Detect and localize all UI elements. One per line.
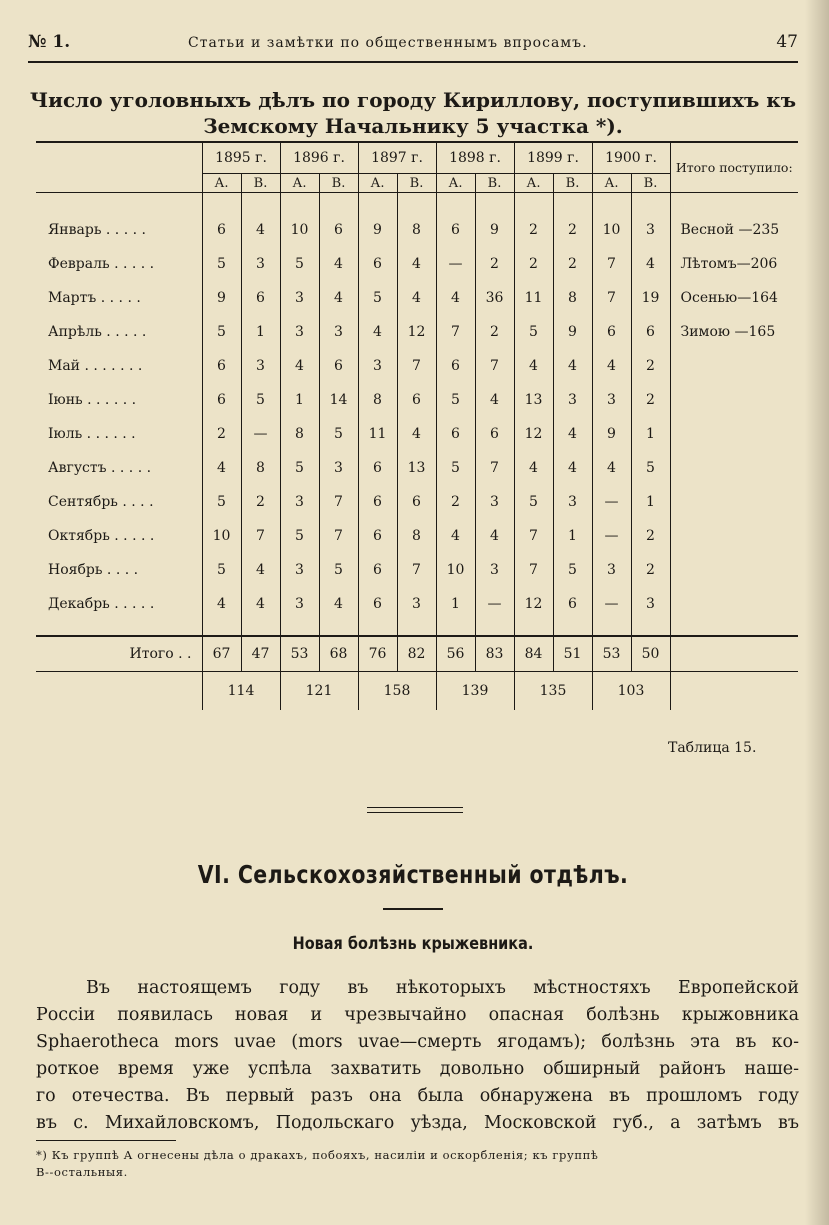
case-count-cell: 7 bbox=[319, 519, 358, 553]
case-count-cell: 12 bbox=[397, 315, 436, 349]
group-a-header: А. bbox=[592, 174, 631, 193]
case-count-cell: 9 bbox=[358, 213, 397, 247]
case-count-cell: 10 bbox=[280, 213, 319, 247]
table-row bbox=[36, 213, 798, 247]
case-count-cell: 5 bbox=[436, 383, 475, 417]
body-line: Sphaerotheca mors uvae (mors uvae—смерть ягодамъ); болѣзнь эта въ ко- bbox=[36, 1032, 799, 1052]
case-count-cell: 5 bbox=[514, 485, 553, 519]
group-b-header: В. bbox=[241, 174, 280, 193]
case-count-cell: 7 bbox=[475, 349, 514, 383]
group-a-header: А. bbox=[436, 174, 475, 193]
case-count-cell: 5 bbox=[202, 315, 241, 349]
case-count-cell: 1 bbox=[241, 315, 280, 349]
case-count-cell: 4 bbox=[592, 349, 631, 383]
case-count-cell: 12 bbox=[514, 587, 553, 621]
group-a-header: А. bbox=[514, 174, 553, 193]
case-count-cell: 5 bbox=[280, 247, 319, 281]
footnote-line: *) Къ группѣ А огнесены дѣла о дракахъ, побояхъ, насиліи и оскорбленія; къ группѣ bbox=[36, 1148, 599, 1162]
body-line: Россіи появилась новая и чрезвычайно опасная болѣзнь крыжовника bbox=[36, 1005, 799, 1025]
table-row bbox=[36, 451, 798, 485]
case-count-cell: 2 bbox=[514, 213, 553, 247]
season-total bbox=[670, 451, 798, 485]
crime-table-wrap bbox=[36, 141, 798, 741]
case-count-cell: 6 bbox=[436, 349, 475, 383]
year-header: 1900 г. bbox=[592, 142, 670, 174]
case-count-cell: 6 bbox=[553, 587, 592, 621]
case-count-cell: 3 bbox=[553, 383, 592, 417]
totals-row bbox=[36, 636, 798, 672]
footnote bbox=[36, 1147, 799, 1181]
case-count-cell: 6 bbox=[319, 349, 358, 383]
table-row bbox=[36, 485, 798, 519]
season-total bbox=[670, 383, 798, 417]
month-header bbox=[36, 142, 202, 193]
case-count-cell: 6 bbox=[592, 315, 631, 349]
month-label: Сентябрь . . . . bbox=[48, 494, 154, 510]
header-rule bbox=[28, 61, 798, 63]
case-count-cell: 6 bbox=[436, 417, 475, 451]
case-count-cell: 3 bbox=[280, 315, 319, 349]
case-count-cell: 8 bbox=[280, 417, 319, 451]
case-count-cell: 5 bbox=[514, 315, 553, 349]
case-count-cell: 2 bbox=[631, 383, 670, 417]
case-count-cell: 4 bbox=[514, 349, 553, 383]
total-cell: 56 bbox=[436, 636, 475, 672]
season-total: Зимою —165 bbox=[670, 315, 798, 349]
month-label: Іюнь . . . . . . bbox=[48, 392, 137, 408]
total-cell: 47 bbox=[241, 636, 280, 672]
case-count-cell: 4 bbox=[397, 281, 436, 315]
case-count-cell: 3 bbox=[475, 485, 514, 519]
year-header: 1897 г. bbox=[358, 142, 436, 174]
case-count-cell: 3 bbox=[397, 587, 436, 621]
group-b-header: В. bbox=[397, 174, 436, 193]
case-count-cell: 3 bbox=[592, 383, 631, 417]
running-title: Статьи и замѣтки по общественнымъ впросамъ. bbox=[188, 35, 588, 51]
case-count-cell: 4 bbox=[397, 417, 436, 451]
case-count-cell: 2 bbox=[202, 417, 241, 451]
case-count-cell: 9 bbox=[202, 281, 241, 315]
case-count-cell: 2 bbox=[553, 213, 592, 247]
case-count-cell: 4 bbox=[631, 247, 670, 281]
case-count-cell: 6 bbox=[358, 451, 397, 485]
case-count-cell: 2 bbox=[631, 553, 670, 587]
group-a-header: А. bbox=[358, 174, 397, 193]
table-row bbox=[36, 247, 798, 281]
month-label: Мартъ . . . . . bbox=[48, 290, 141, 306]
table-row bbox=[36, 349, 798, 383]
case-count-cell: 8 bbox=[358, 383, 397, 417]
crime-table bbox=[36, 141, 798, 710]
case-count-cell: 3 bbox=[631, 587, 670, 621]
case-count-cell: 3 bbox=[475, 553, 514, 587]
case-count-cell: 3 bbox=[358, 349, 397, 383]
total-cell: 82 bbox=[397, 636, 436, 672]
case-count-cell: 3 bbox=[241, 247, 280, 281]
case-count-cell: 4 bbox=[553, 451, 592, 485]
case-count-cell: 6 bbox=[202, 383, 241, 417]
case-count-cell: 5 bbox=[631, 451, 670, 485]
table-row bbox=[36, 553, 798, 587]
case-count-cell: 7 bbox=[514, 519, 553, 553]
case-count-cell: 4 bbox=[319, 587, 358, 621]
year-sum-cell: 103 bbox=[592, 672, 670, 711]
month-label: Октябрь . . . . . bbox=[48, 528, 155, 544]
table-row bbox=[36, 281, 798, 315]
case-count-cell: 36 bbox=[475, 281, 514, 315]
case-count-cell: 6 bbox=[631, 315, 670, 349]
case-count-cell: 12 bbox=[514, 417, 553, 451]
case-count-cell: 2 bbox=[475, 247, 514, 281]
case-count-cell: 7 bbox=[514, 553, 553, 587]
group-b-header: В. bbox=[319, 174, 358, 193]
case-count-cell: 1 bbox=[631, 485, 670, 519]
case-count-cell: 6 bbox=[358, 587, 397, 621]
case-count-cell: 9 bbox=[592, 417, 631, 451]
case-count-cell: 8 bbox=[397, 519, 436, 553]
year-header: 1899 г. bbox=[514, 142, 592, 174]
case-count-cell: 6 bbox=[436, 213, 475, 247]
case-count-cell: 3 bbox=[319, 315, 358, 349]
case-count-cell: 4 bbox=[241, 213, 280, 247]
year-sum-cell: 135 bbox=[514, 672, 592, 711]
case-count-cell: 3 bbox=[319, 451, 358, 485]
page-number: 47 bbox=[776, 32, 798, 52]
year-sum-cell: 139 bbox=[436, 672, 514, 711]
season-total bbox=[670, 349, 798, 383]
case-count-cell: 10 bbox=[436, 553, 475, 587]
case-count-cell: 4 bbox=[553, 349, 592, 383]
case-count-cell: 11 bbox=[358, 417, 397, 451]
season-total bbox=[670, 519, 798, 553]
case-count-cell: 1 bbox=[631, 417, 670, 451]
case-count-cell: 5 bbox=[280, 519, 319, 553]
case-count-cell: 19 bbox=[631, 281, 670, 315]
case-count-cell: 3 bbox=[241, 349, 280, 383]
case-count-cell: 6 bbox=[358, 485, 397, 519]
case-count-cell: 6 bbox=[358, 519, 397, 553]
case-count-cell: 4 bbox=[241, 587, 280, 621]
case-count-cell: 2 bbox=[436, 485, 475, 519]
table-title: Число уголовныхъ дѣлъ по городу Кириллову, поступившихъ къ Земскому Начальнику 5 участка *). bbox=[29, 88, 797, 138]
case-count-cell: 10 bbox=[592, 213, 631, 247]
case-count-cell: 5 bbox=[553, 553, 592, 587]
case-count-cell: 1 bbox=[553, 519, 592, 553]
month-label: Августъ . . . . . bbox=[48, 460, 152, 476]
case-count-cell: 4 bbox=[436, 281, 475, 315]
month-label: Апрѣль . . . . . bbox=[48, 324, 147, 340]
case-count-cell: 6 bbox=[319, 213, 358, 247]
spacer-row bbox=[36, 621, 798, 636]
case-count-cell: 3 bbox=[280, 485, 319, 519]
case-count-cell: 2 bbox=[514, 247, 553, 281]
case-count-cell: 6 bbox=[358, 553, 397, 587]
case-count-cell: 3 bbox=[631, 213, 670, 247]
page-edge-shadow bbox=[805, 0, 829, 1225]
case-count-cell: 3 bbox=[280, 587, 319, 621]
case-count-cell: 13 bbox=[514, 383, 553, 417]
case-count-cell: — bbox=[241, 417, 280, 451]
body-line: Въ настоящемъ году въ нѣкоторыхъ мѣстностяхъ Европейской bbox=[86, 978, 799, 998]
case-count-cell: 4 bbox=[397, 247, 436, 281]
case-count-cell: — bbox=[592, 587, 631, 621]
case-count-cell: 7 bbox=[475, 451, 514, 485]
section-rule bbox=[383, 908, 443, 910]
case-count-cell: 7 bbox=[592, 281, 631, 315]
group-b-header: В. bbox=[553, 174, 592, 193]
total-cell: 84 bbox=[514, 636, 553, 672]
table-row bbox=[36, 383, 798, 417]
case-count-cell: 3 bbox=[280, 553, 319, 587]
season-total: Весной —235 bbox=[670, 213, 798, 247]
case-count-cell: 6 bbox=[202, 349, 241, 383]
case-count-cell: 4 bbox=[592, 451, 631, 485]
case-count-cell: 7 bbox=[241, 519, 280, 553]
case-count-cell: 6 bbox=[241, 281, 280, 315]
month-label: Май . . . . . . . bbox=[48, 358, 143, 374]
case-count-cell: 4 bbox=[475, 383, 514, 417]
case-count-cell: 7 bbox=[319, 485, 358, 519]
total-cell: 50 bbox=[631, 636, 670, 672]
case-count-cell: 2 bbox=[631, 519, 670, 553]
month-label: Февраль . . . . . bbox=[48, 256, 155, 272]
year-sum-cell: 114 bbox=[202, 672, 280, 711]
case-count-cell: 6 bbox=[202, 213, 241, 247]
table-row bbox=[36, 315, 798, 349]
case-count-cell: 4 bbox=[202, 451, 241, 485]
case-count-cell: 4 bbox=[280, 349, 319, 383]
case-count-cell: 7 bbox=[397, 349, 436, 383]
case-count-cell: 2 bbox=[241, 485, 280, 519]
issue-number: № 1. bbox=[28, 32, 71, 52]
case-count-cell: 5 bbox=[436, 451, 475, 485]
case-count-cell: 5 bbox=[241, 383, 280, 417]
total-cell: 68 bbox=[319, 636, 358, 672]
total-cell: 83 bbox=[475, 636, 514, 672]
month-label: Іюль . . . . . . bbox=[48, 426, 136, 442]
case-count-cell: 4 bbox=[319, 281, 358, 315]
group-a-header: А. bbox=[202, 174, 241, 193]
article-body bbox=[36, 975, 799, 1137]
month-label: Ноябрь . . . . bbox=[48, 562, 139, 578]
case-count-cell: 4 bbox=[241, 553, 280, 587]
case-count-cell: 3 bbox=[592, 553, 631, 587]
season-total: Лѣтомъ—206 bbox=[670, 247, 798, 281]
case-count-cell: 4 bbox=[514, 451, 553, 485]
table-row bbox=[36, 519, 798, 553]
case-count-cell: 5 bbox=[202, 553, 241, 587]
month-label: Январь . . . . . bbox=[48, 222, 146, 238]
case-count-cell: — bbox=[475, 587, 514, 621]
case-count-cell: — bbox=[592, 519, 631, 553]
table-row bbox=[36, 417, 798, 451]
season-total bbox=[670, 417, 798, 451]
case-count-cell: 2 bbox=[631, 349, 670, 383]
season-total: Осенью—164 bbox=[670, 281, 798, 315]
case-count-cell: 7 bbox=[397, 553, 436, 587]
season-total bbox=[670, 553, 798, 587]
month-label: Декабрь . . . . . bbox=[48, 596, 155, 612]
totals-empty-cell bbox=[670, 636, 798, 672]
table-caption: Таблица 15. bbox=[668, 740, 757, 756]
case-count-cell: 4 bbox=[553, 417, 592, 451]
case-count-cell: 4 bbox=[436, 519, 475, 553]
case-count-cell: 6 bbox=[475, 417, 514, 451]
case-count-cell: 9 bbox=[475, 213, 514, 247]
year-sum-empty-cell bbox=[36, 672, 202, 711]
case-count-cell: 4 bbox=[358, 315, 397, 349]
case-count-cell: — bbox=[436, 247, 475, 281]
case-count-cell: 4 bbox=[319, 247, 358, 281]
case-count-cell: 5 bbox=[202, 247, 241, 281]
case-count-cell: 11 bbox=[514, 281, 553, 315]
season-total bbox=[670, 485, 798, 519]
year-header-row bbox=[36, 142, 798, 174]
total-cell: 53 bbox=[280, 636, 319, 672]
year-sum-row bbox=[36, 672, 798, 711]
case-count-cell: 8 bbox=[397, 213, 436, 247]
year-header: 1896 г. bbox=[280, 142, 358, 174]
body-line: въ с. Михайловскомъ, Подольскаго уѣзда, Московской губ., а затѣмъ въ bbox=[36, 1113, 799, 1133]
article-title: Новая болѣзнь крыжевника. bbox=[292, 934, 534, 954]
total-cell: 53 bbox=[592, 636, 631, 672]
case-count-cell: 3 bbox=[553, 485, 592, 519]
case-count-cell: 3 bbox=[280, 281, 319, 315]
year-sum-empty-cell bbox=[670, 672, 798, 711]
totals-label: Итого . . bbox=[36, 636, 202, 672]
season-total bbox=[670, 587, 798, 621]
case-count-cell: 5 bbox=[319, 553, 358, 587]
case-count-cell: 2 bbox=[475, 315, 514, 349]
total-cell: 76 bbox=[358, 636, 397, 672]
case-count-cell: 6 bbox=[397, 383, 436, 417]
group-b-header: В. bbox=[475, 174, 514, 193]
case-count-cell: 1 bbox=[436, 587, 475, 621]
spacer-row bbox=[36, 193, 798, 214]
year-sum-cell: 158 bbox=[358, 672, 436, 711]
case-count-cell: 5 bbox=[280, 451, 319, 485]
total-cell: 51 bbox=[553, 636, 592, 672]
case-count-cell: 1 bbox=[280, 383, 319, 417]
year-sum-cell: 121 bbox=[280, 672, 358, 711]
case-count-cell: 14 bbox=[319, 383, 358, 417]
case-count-cell: 4 bbox=[475, 519, 514, 553]
body-line: го отечества. Въ первый разъ она была обнаружена въ прошломъ году bbox=[36, 1086, 799, 1106]
case-count-cell: 6 bbox=[397, 485, 436, 519]
total-cell: 67 bbox=[202, 636, 241, 672]
section-ornament bbox=[367, 807, 463, 813]
table-row bbox=[36, 587, 798, 621]
year-header: 1895 г. bbox=[202, 142, 280, 174]
year-header: 1898 г. bbox=[436, 142, 514, 174]
total-received-header: Итого поступило: bbox=[670, 142, 798, 193]
group-a-header: А. bbox=[280, 174, 319, 193]
body-line: роткое время уже успѣла захватить довольно обширный районъ наше- bbox=[36, 1059, 799, 1079]
case-count-cell: 8 bbox=[241, 451, 280, 485]
section-title: VI. Сельскохозяйственный отдѣлъ. bbox=[197, 860, 629, 889]
case-count-cell: 2 bbox=[553, 247, 592, 281]
footnote-rule bbox=[36, 1140, 176, 1141]
case-count-cell: 7 bbox=[436, 315, 475, 349]
case-count-cell: 5 bbox=[202, 485, 241, 519]
case-count-cell: 6 bbox=[358, 247, 397, 281]
footnote-line: В--остальныя. bbox=[36, 1165, 128, 1179]
case-count-cell: 5 bbox=[358, 281, 397, 315]
case-count-cell: 13 bbox=[397, 451, 436, 485]
case-count-cell: 4 bbox=[202, 587, 241, 621]
group-b-header: В. bbox=[631, 174, 670, 193]
case-count-cell: 10 bbox=[202, 519, 241, 553]
case-count-cell: 7 bbox=[592, 247, 631, 281]
case-count-cell: 9 bbox=[553, 315, 592, 349]
running-header bbox=[28, 32, 798, 58]
case-count-cell: — bbox=[592, 485, 631, 519]
case-count-cell: 5 bbox=[319, 417, 358, 451]
case-count-cell: 8 bbox=[553, 281, 592, 315]
